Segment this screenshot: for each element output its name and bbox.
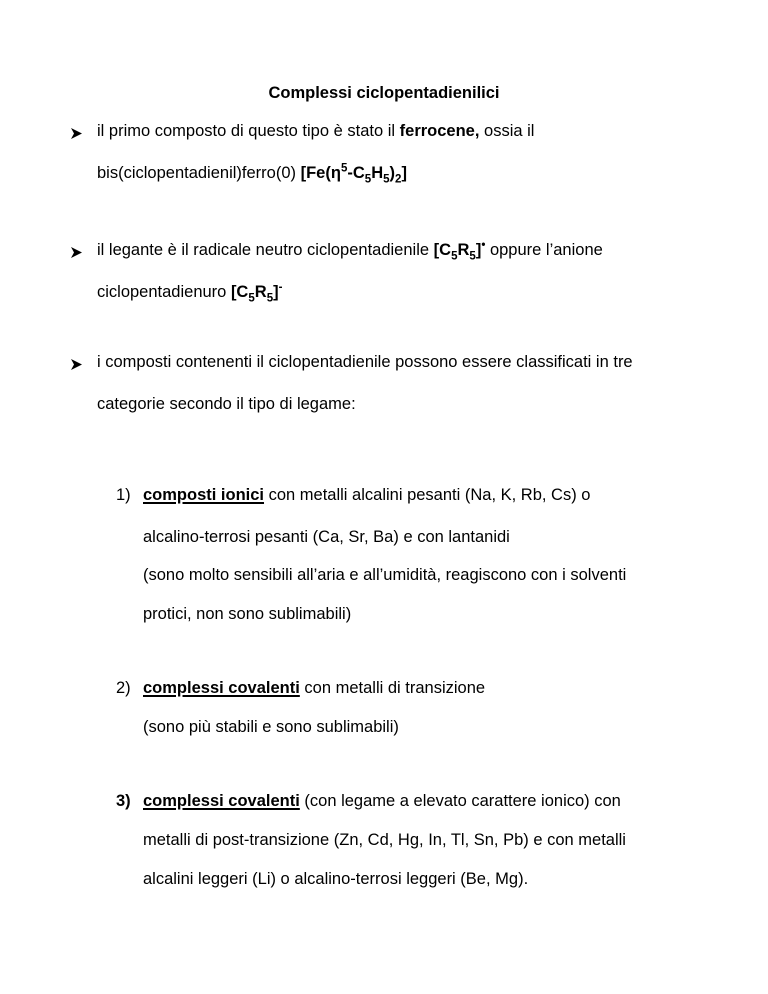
item-3-line-3: alcalini leggeri (Li) o alcalino-terrosi leggeri (Be, Mg). [143, 870, 529, 888]
item-term: complessi covalenti [143, 792, 300, 810]
item-1-line-1: composti ionici con metalli alcalini pesanti (Na, K, Rb, Cs) o [143, 486, 591, 504]
item-term: complessi covalenti [143, 679, 300, 697]
radical-formula: $[C_5R_5]^•$ [433, 239, 486, 263]
list-number: 2) [116, 679, 131, 697]
bullet-3-line-2: categorie secondo il tipo di legame: [97, 395, 356, 413]
list-number: 1) [116, 486, 131, 504]
bullet-2-line-2: ciclopentadienuro $[C_5R_5]^-$ [97, 281, 283, 305]
page-title: Complessi ciclopentadienilici [268, 84, 500, 102]
arrowhead-bullet-icon [70, 358, 83, 371]
item-term: composti ionici [143, 486, 265, 504]
item-2-line-1: complessi covalenti con metalli di transizione [143, 679, 486, 697]
item-3-line-1: complessi covalenti (con legame a elevato carattere ionico) con [143, 792, 621, 810]
bullet-2-line-1: il legante è il radicale neutro ciclopentadienile $[C_5R_5]^•$ oppure l’anione [97, 239, 603, 263]
item-1-line-2: alcalino-terrosi pesanti (Ca, Sr, Ba) e con lantanidi [143, 528, 510, 546]
bullet-1-line-1: il primo composto di questo tipo è stato il ferrocene, ossia il [97, 122, 535, 140]
item-1-line-3: (sono molto sensibili all’aria e all’umidità, reagiscono con i solventi [143, 566, 627, 584]
list-number: 3) [116, 792, 131, 810]
anion-formula: $[C_5R_5]^-$ [230, 281, 283, 305]
ferrocene-formula: $[Fe(\eta^5-C_5H_5)_2]$ [300, 162, 407, 186]
item-3-line-2: metalli di post-transizione (Zn, Cd, Hg, In, Tl, Sn, Pb) e con metalli [143, 831, 626, 849]
arrowhead-bullet-icon [70, 127, 83, 140]
item-1-line-4: protici, non sono sublimabili) [143, 605, 352, 623]
arrowhead-bullet-icon [70, 246, 83, 259]
bullet-3-line-1: i composti contenenti il ciclopentadienile possono essere classificati in tre [97, 353, 633, 371]
item-2-line-2: (sono più stabili e sono sublimabili) [143, 718, 399, 736]
bullet-1-line-2: bis(ciclopentadienil)ferro(0) $[Fe(\eta^5-C_5H_5)_2]$ [97, 162, 407, 186]
